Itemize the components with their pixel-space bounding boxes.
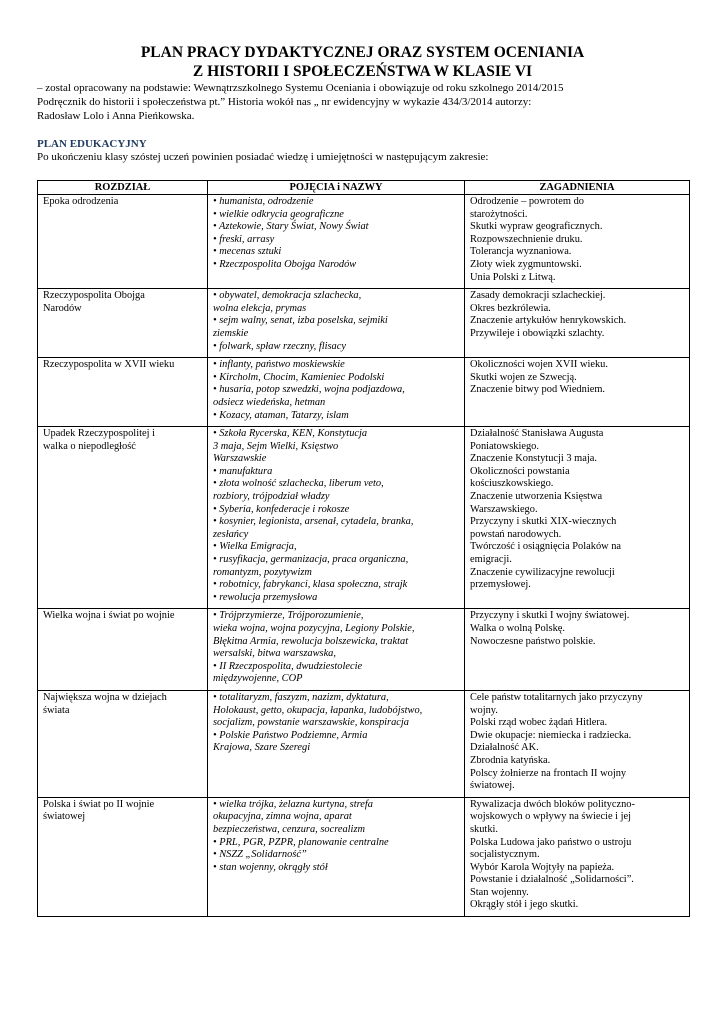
chapter-line: Rzeczypospolita Obojga <box>43 290 145 302</box>
header-topics: ZAGADNIENIA <box>465 181 690 195</box>
topics-line: Unia Polski z Litwą. <box>470 271 556 283</box>
topics-line: Okrągły stół i jego skutki. <box>470 899 579 911</box>
concepts-line: • PRL, PGR, PZPR, planowanie centralne <box>213 836 389 848</box>
concepts-line: • kosynier, legionista, arsenał, cytadela, branka, <box>213 516 414 528</box>
chapter-line: Epoka odrodzenia <box>43 196 119 207</box>
topics-line: Rywalizacja dwóch bloków polityczno- <box>470 798 635 810</box>
table-row <box>38 195 690 289</box>
concepts-line: • Aztekowie, Stary Świat, Nowy Świat <box>213 221 369 233</box>
chapter-line: Upadek Rzeczypospolitej i <box>43 428 155 440</box>
concepts-line: • mecenas sztuki <box>213 246 282 258</box>
table-row <box>38 690 690 797</box>
concepts-line: wolna elekcja, prymas <box>213 302 307 314</box>
header-chapter: ROZDZIAŁ <box>38 181 208 195</box>
table-row <box>38 609 690 691</box>
table-header-row <box>38 181 690 195</box>
concepts-line: • NSZZ „Solidarność” <box>213 849 307 861</box>
document-title-line-2: Z HISTORII I SPOŁECZEŃSTWA W KLASIE VI <box>192 63 533 80</box>
concepts-line: Holokaust, getto, okupacja, łapanka, ludobójstwo, <box>213 704 423 716</box>
concepts-line: • wielka trójka, żelazna kurtyna, strefa <box>213 798 373 810</box>
topics-line: emigracji. <box>470 554 512 566</box>
chapter-line: świata <box>43 704 70 716</box>
concepts-line: • rusyfikacja, germanizacja, praca organiczna, <box>213 554 409 566</box>
concepts-line: Błękitna Armia, rewolucja bolszewicka, traktat <box>213 635 409 647</box>
topics-line: Rozpowszechnienie druku. <box>470 233 583 245</box>
topics-line: Przyczyny i skutki XIX-wiecznych <box>470 516 617 528</box>
concepts-line: • Polskie Państwo Podziemne, Armia <box>213 729 368 741</box>
concepts-line: • Rzeczpospolita Obojga Narodów <box>213 258 357 270</box>
concepts-cell <box>208 609 465 691</box>
concepts-line: międzywojenne, COP <box>213 673 303 685</box>
topics-cell <box>465 289 690 358</box>
topics-line: Znaczenie bitwy pod Wiedniem. <box>470 384 606 396</box>
chapter-line: Największa wojna w dziejach <box>43 691 167 703</box>
concepts-cell <box>208 289 465 358</box>
concepts-line: socjalizm, powstanie warszawskie, konspiracja <box>213 717 409 729</box>
topics-line: Znaczenie artykułów henrykowskich. <box>470 315 627 327</box>
table-row <box>38 427 690 609</box>
chapter-cell <box>38 690 208 797</box>
concepts-line: • sejm walny, senat, izba poselska, sejmiki <box>213 315 388 327</box>
concepts-line: wieka wojna, wojna pozycyjna, Legiony Polskie, <box>213 623 415 634</box>
concepts-line: • Trójprzymierze, Trójporozumienie, <box>213 610 364 622</box>
concepts-line: zesłańcy <box>213 528 249 540</box>
topics-line: Działalność AK. <box>470 742 539 754</box>
topics-line: Poniatowskiego. <box>470 440 539 452</box>
topics-line: przemysłowej. <box>470 579 531 591</box>
table-row <box>38 797 690 916</box>
topics-line: światowej. <box>470 780 515 792</box>
chapter-cell <box>38 358 208 427</box>
concepts-line: ziemskie <box>213 327 249 339</box>
topics-line: Odrodzenie – powrotem do <box>470 196 584 207</box>
topics-line: Polski rząd wobec żądań Hitlera. <box>470 717 608 729</box>
concepts-line: • freski, arrasy <box>213 233 275 245</box>
concepts-line: • robotnicy, fabrykanci, klasa społeczna, strajk <box>213 579 408 591</box>
intro-line: – zostal opracowany na podstawie: Wewnątrzszkolnego Systemu Oceniania i obowiązuje od roku szkolnego 2014/2015 <box>37 82 564 94</box>
concepts-cell <box>208 690 465 797</box>
topics-cell <box>465 609 690 691</box>
topics-line: Nowoczesne państwo polskie. <box>470 635 596 647</box>
curriculum-table <box>37 180 690 917</box>
concepts-line: • totalitaryzm, faszyzm, nazizm, dyktatura, <box>213 691 389 703</box>
topics-line: Wybór Karola Wojtyły na papieża. <box>470 861 615 873</box>
chapter-line: Rzeczypospolita w XVII wieku <box>43 359 175 371</box>
topics-line: Okres bezkrólewia. <box>470 302 551 314</box>
concepts-line: • wielkie odkrycia geograficzne <box>213 208 344 220</box>
topics-cell <box>465 358 690 427</box>
concepts-line: wersalski, bitwa warszawska, <box>213 648 336 660</box>
topics-line: Polska Ludowa jako państwo o ustroju <box>470 836 632 848</box>
document-title-line-1: PLAN PRACY DYDAKTYCZNEJ ORAZ SYSTEM OCENIANIA <box>140 44 585 61</box>
topics-cell <box>465 427 690 609</box>
topics-line: Walka o wolną Polskę. <box>470 623 565 634</box>
chapter-line: Narodów <box>43 302 82 314</box>
concepts-line: romantyzm, pozytywizm <box>213 566 312 578</box>
chapter-cell <box>38 797 208 916</box>
topics-cell <box>465 690 690 797</box>
concepts-cell <box>208 427 465 609</box>
topics-line: Cele państw totalitarnych jako przyczyny <box>470 691 643 703</box>
header-concepts: POJĘCIA i NAZWY <box>208 181 465 195</box>
topics-line: Powstanie i działalność „Solidarności”. <box>470 874 634 886</box>
intro-line: Radosław Lolo i Anna Pieńkowska. <box>37 110 195 123</box>
concepts-cell <box>208 358 465 427</box>
concepts-line: • Wielka Emigracja, <box>213 541 297 553</box>
topics-line: Zasady demokracji szlacheckiej. <box>470 290 606 302</box>
section-title: PLAN EDUKACYJNY <box>37 138 147 150</box>
concepts-line: • Kozacy, ataman, Tatarzy, islam <box>213 409 349 421</box>
topics-line: Znaczenie Konstytucji 3 maja. <box>470 453 597 465</box>
topics-line: Stan wojenny. <box>470 886 529 898</box>
concepts-line: odsiecz wiedeńska, hetman <box>213 396 326 408</box>
topics-line: Okoliczności wojen XVII wieku. <box>470 359 608 371</box>
topics-line: Skutki wypraw geograficznych. <box>470 221 603 233</box>
concepts-line: • folwark, spław rzeczny, flisacy <box>213 340 346 352</box>
chapter-line: światowej <box>43 811 86 823</box>
topics-line: starożytności. <box>470 208 528 220</box>
concepts-line: rozbiory, trójpodział władzy <box>213 491 330 503</box>
topics-line: Okoliczności powstania <box>470 465 570 477</box>
topics-line: Dwie okupacje: niemiecka i radziecka. <box>470 729 632 741</box>
concepts-line: • inflanty, państwo moskiewskie <box>213 359 345 371</box>
intro-line: Podręcznik do historii i społeczeństwa pt.” Historia wokół nas „ nr ewidencyjny w wykazie 434/3/2014 autorzy: <box>37 96 532 109</box>
topics-line: kościuszkowskiego. <box>470 478 554 490</box>
concepts-line: • Syberia, konfederacje i rokosze <box>213 503 350 515</box>
topics-line: socjalistycznym. <box>470 849 540 861</box>
table-row <box>38 358 690 427</box>
topics-line: wojny. <box>470 704 498 716</box>
concepts-line: • obywatel, demokracja szlachecka, <box>213 290 362 302</box>
concepts-line: Krajowa, Szare Szeregi <box>213 742 311 754</box>
concepts-line: • stan wojenny, okrągły stół <box>213 861 328 873</box>
topics-line: Przyczyny i skutki I wojny światowej. <box>470 610 630 622</box>
concepts-line: • II Rzeczpospolita, dwudziestolecie <box>213 660 363 672</box>
topics-line: Złoty wiek zygmuntowski. <box>470 258 582 270</box>
chapter-cell <box>38 289 208 358</box>
concepts-line: • husaria, potop szwedzki, wojna podjazdowa, <box>213 384 405 396</box>
concepts-cell <box>208 797 465 916</box>
topics-line: Tolerancja wyznaniowa. <box>470 246 572 258</box>
topics-line: Warszawskiego. <box>470 503 538 515</box>
topics-line: Polscy żołnierze na frontach II wojny <box>470 767 627 779</box>
concepts-line: • rewolucja przemysłowa <box>213 591 318 603</box>
topics-line: powstań narodowych. <box>470 528 562 540</box>
table-row <box>38 289 690 358</box>
concepts-line: • humanista, odrodzenie <box>213 196 314 207</box>
concepts-line: 3 maja, Sejm Wielki, Księstwo <box>213 440 339 452</box>
topics-cell <box>465 195 690 289</box>
topics-line: Przywileje i obowiązki szlachty. <box>470 327 605 339</box>
chapter-cell <box>38 195 208 289</box>
topics-line: Skutki wojen ze Szwecją. <box>470 371 577 383</box>
concepts-line: • Szkoła Rycerska, KEN, Konstytucja <box>213 428 368 440</box>
topics-line: Zbrodnia katyńska. <box>470 754 551 766</box>
concepts-line: okupacyjna, zimna wojna, aparat <box>213 811 352 823</box>
concepts-line: • Kircholm, Chocim, Kamieniec Podolski <box>213 371 385 383</box>
chapter-line: walka o niepodległość <box>43 440 136 452</box>
chapter-line: Wielka wojna i świat po wojnie <box>43 610 175 622</box>
topics-line: Znaczenie utworzenia Księstwa <box>470 491 603 503</box>
concepts-line: bezpieczeństwa, cenzura, socrealizm <box>213 823 365 835</box>
topics-line: wojskowych o wpływy na świecie i jej <box>470 811 632 823</box>
topics-line: Znaczenie cywilizacyjne rewolucji <box>470 566 615 578</box>
topics-line: skutki. <box>470 823 499 835</box>
concepts-line: • manufaktura <box>213 465 273 477</box>
concepts-line: • złota wolność szlachecka, liberum veto, <box>213 478 384 490</box>
topics-cell <box>465 797 690 916</box>
chapter-line: Polska i świat po II wojnie <box>43 798 155 810</box>
topics-line: Działalność Stanisława Augusta <box>470 428 604 440</box>
chapter-cell <box>38 609 208 691</box>
concepts-line: Warszawskie <box>213 453 267 465</box>
topics-line: Twórczość i osiągnięcia Polaków na <box>470 541 622 553</box>
section-description: Po ukończeniu klasy szóstej uczeń powinien posiadać wiedzę i umiejętności w następującym zakresie: <box>37 151 489 163</box>
intro-paragraph <box>37 81 697 124</box>
concepts-cell <box>208 195 465 289</box>
chapter-cell <box>38 427 208 609</box>
